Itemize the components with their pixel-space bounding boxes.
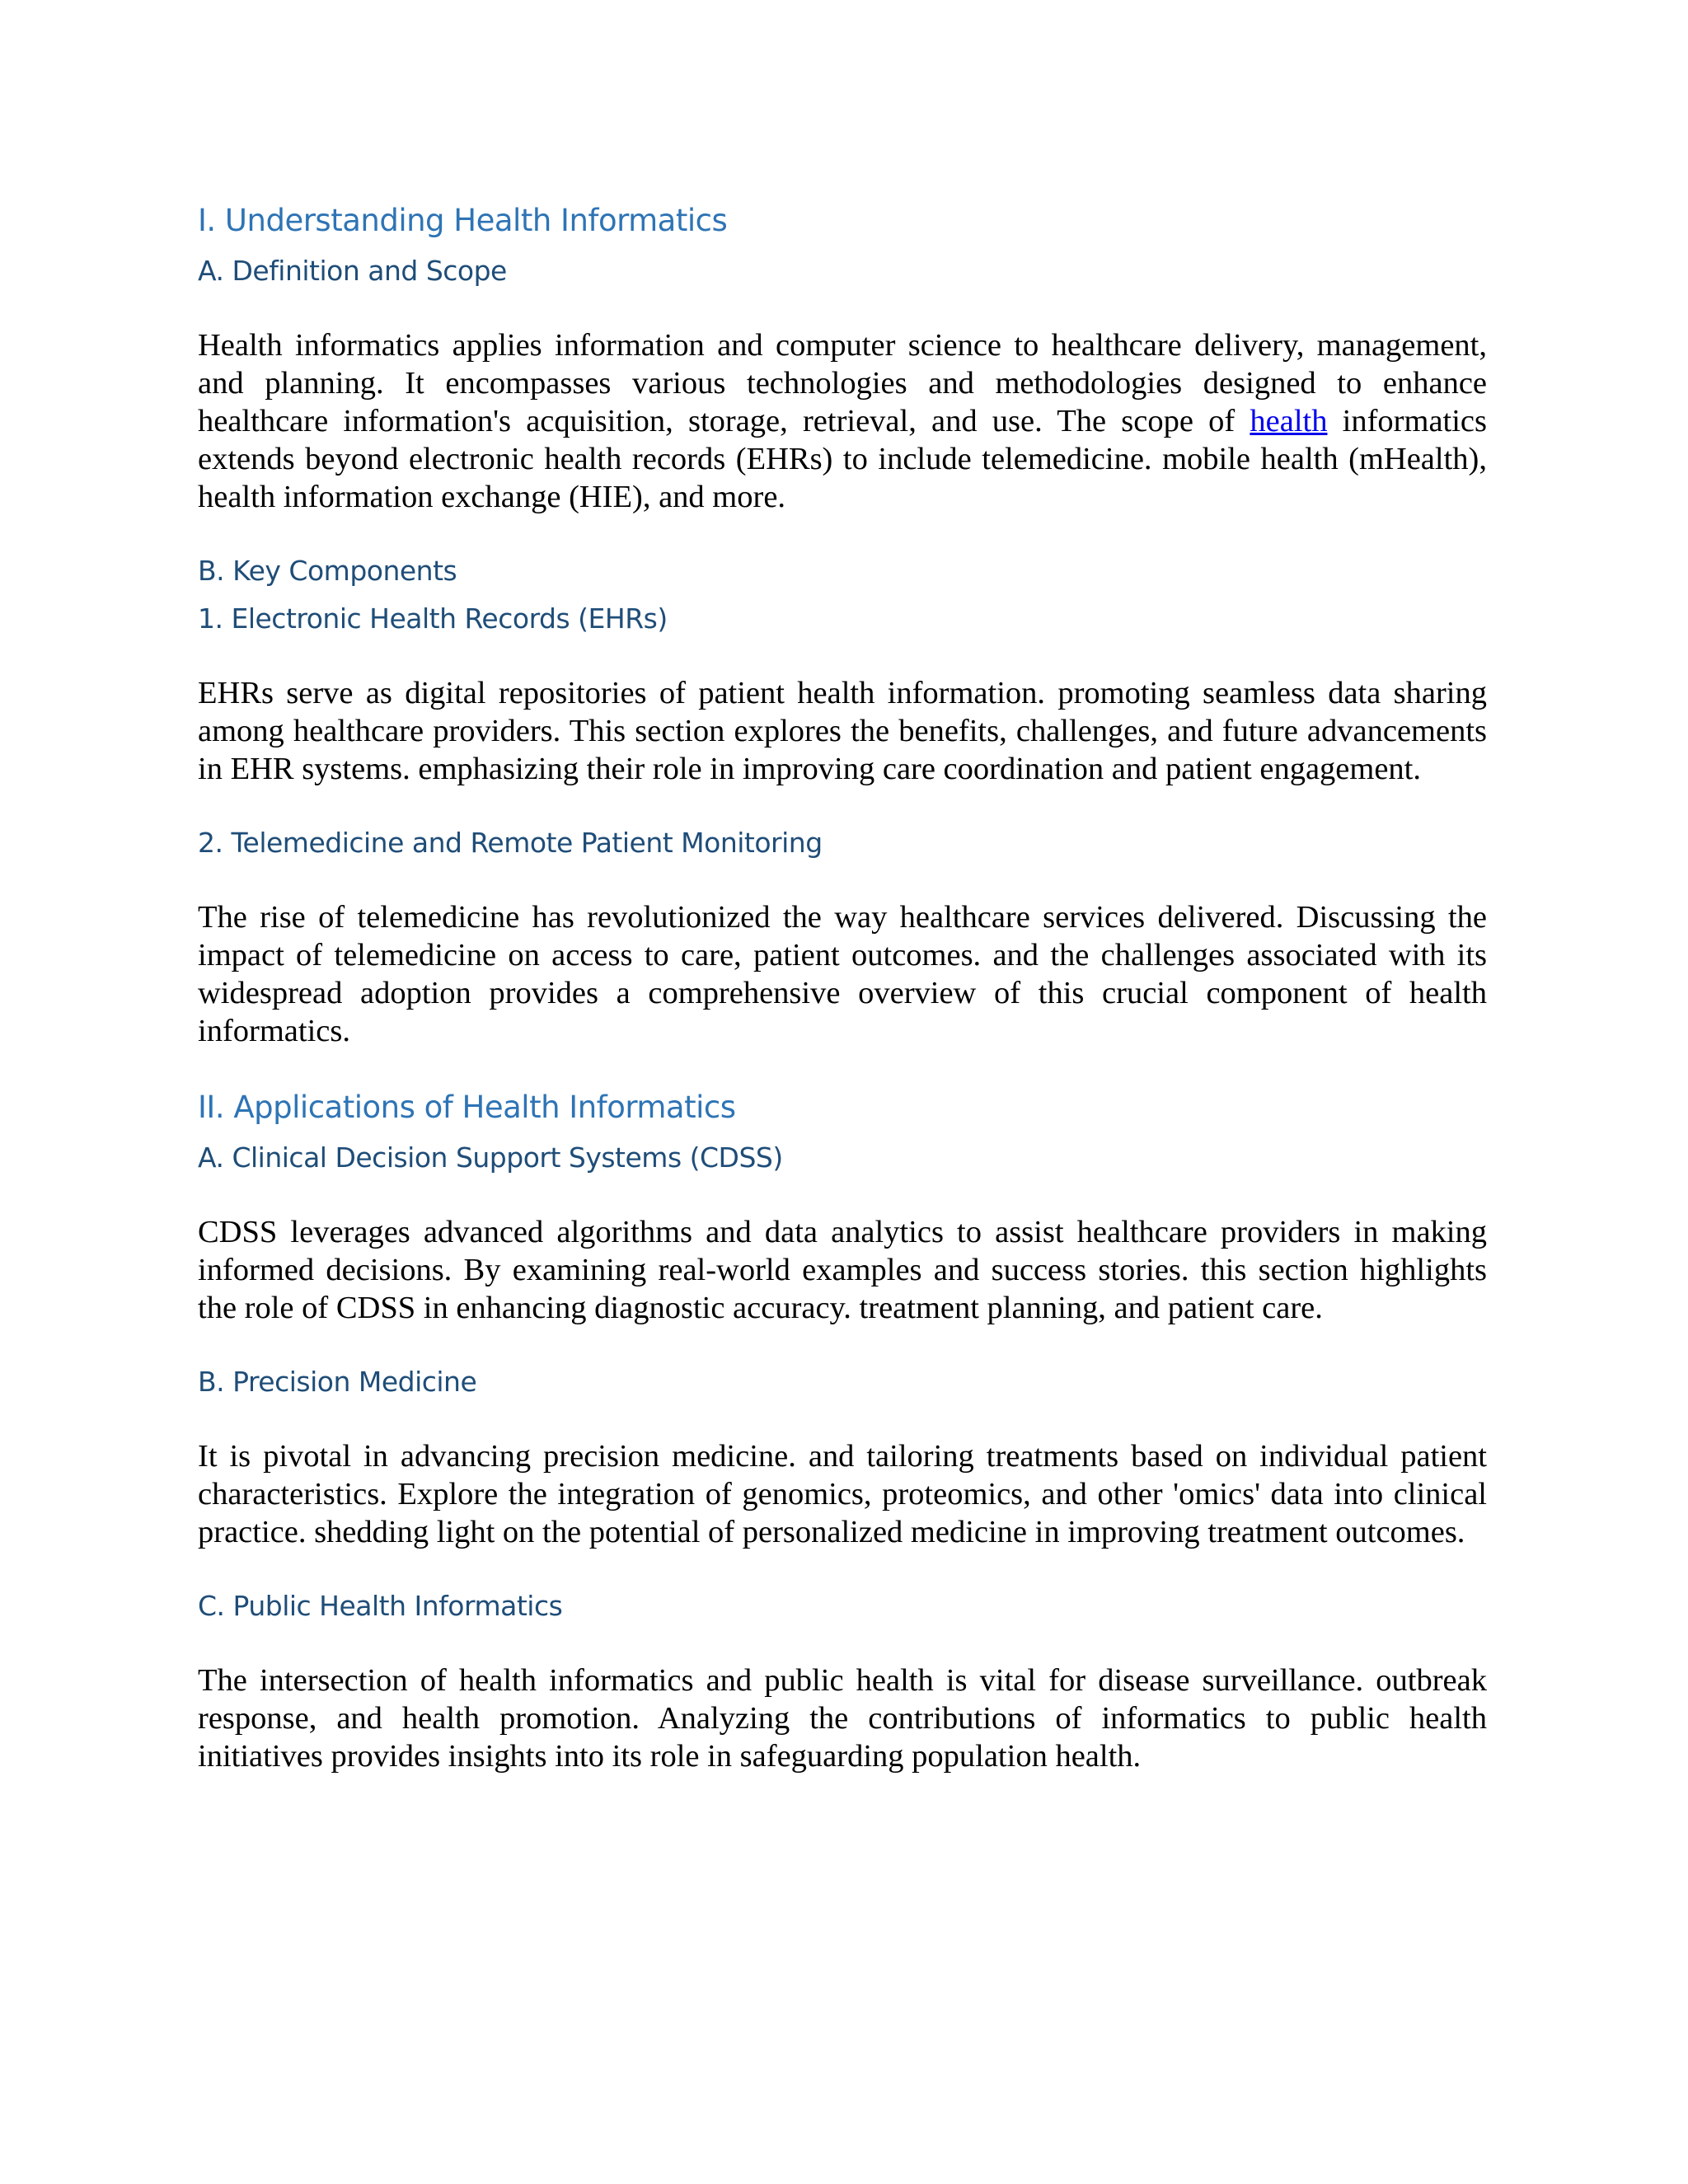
paragraph-definition-scope (198, 326, 1487, 516)
document-page (198, 194, 1487, 1807)
subheading-telemedicine: 2. Telemedicine and Remote Patient Monitoring (198, 827, 823, 859)
health-link[interactable]: health (1250, 404, 1328, 438)
paragraph-telemedicine: The rise of telemedicine has revolutionized the way healthcare services delivered. Discussing the impact of telemedicine on access to care, patient outcomes. and the challenges associated with its widespread adoption provides a comprehensive overview of this crucial component of health informatics. (198, 900, 1487, 1048)
subheading-public-health: C. Public Health Informatics (198, 1590, 563, 1622)
paragraph-cdss: CDSS leverages advanced algorithms and data analytics to assist healthcare providers in making informed decisions. By examining real-world examples and success stories. this section highlights the role of CDSS in enhancing diagnostic accuracy. treatment planning, and patient care. (198, 1215, 1487, 1325)
subheading-cdss: A. Clinical Decision Support Systems (CDSS) (198, 1141, 783, 1174)
section-heading-applications: II. Applications of Health Informatics (198, 1090, 736, 1125)
paragraph-ehrs: EHRs serve as digital repositories of patient health information. promoting seamless data sharing among healthcare providers. This section explores the benefits, challenges, and future advancements in EHR systems. emphasizing their role in improving care coordination and patient engagement. (198, 676, 1487, 786)
section-heading-understanding: I. Understanding Health Informatics (198, 203, 728, 238)
subheading-precision-medicine: B. Precision Medicine (198, 1366, 477, 1398)
subheading-key-components: B. Key Components (198, 555, 457, 587)
paragraph-precision-medicine: It is pivotal in advancing precision medicine. and tailoring treatments based on individual patient characteristics. Explore the integration of genomics, proteomics, and other 'omics' data into clinical practice. shedding light on the potential of personalized medicine in improving treatment outcomes. (198, 1439, 1487, 1549)
subheading-ehrs: 1. Electronic Health Records (EHRs) (198, 602, 668, 635)
paragraph-text-part1: Health informatics applies information and computer science to healthcare delivery, management, and planning. It encompasses various technologies and methodologies designed to enhance healthcare information's acquisition, storage, retrieval, and use. The scope of (198, 328, 1487, 438)
subheading-definition-scope: A. Definition and Scope (198, 255, 507, 287)
paragraph-text-part2: informatics extends beyond electronic health records (EHRs) to include telemedicine. mobile health (mHealth), health information exchange (HIE), and more. (198, 404, 1487, 514)
paragraph-public-health: The intersection of health informatics and public health is vital for disease surveillance. outbreak response, and health promotion. Analyzing the contributions of informatics to public health initiatives provides insights into its role in safeguarding population health. (198, 1663, 1487, 1774)
